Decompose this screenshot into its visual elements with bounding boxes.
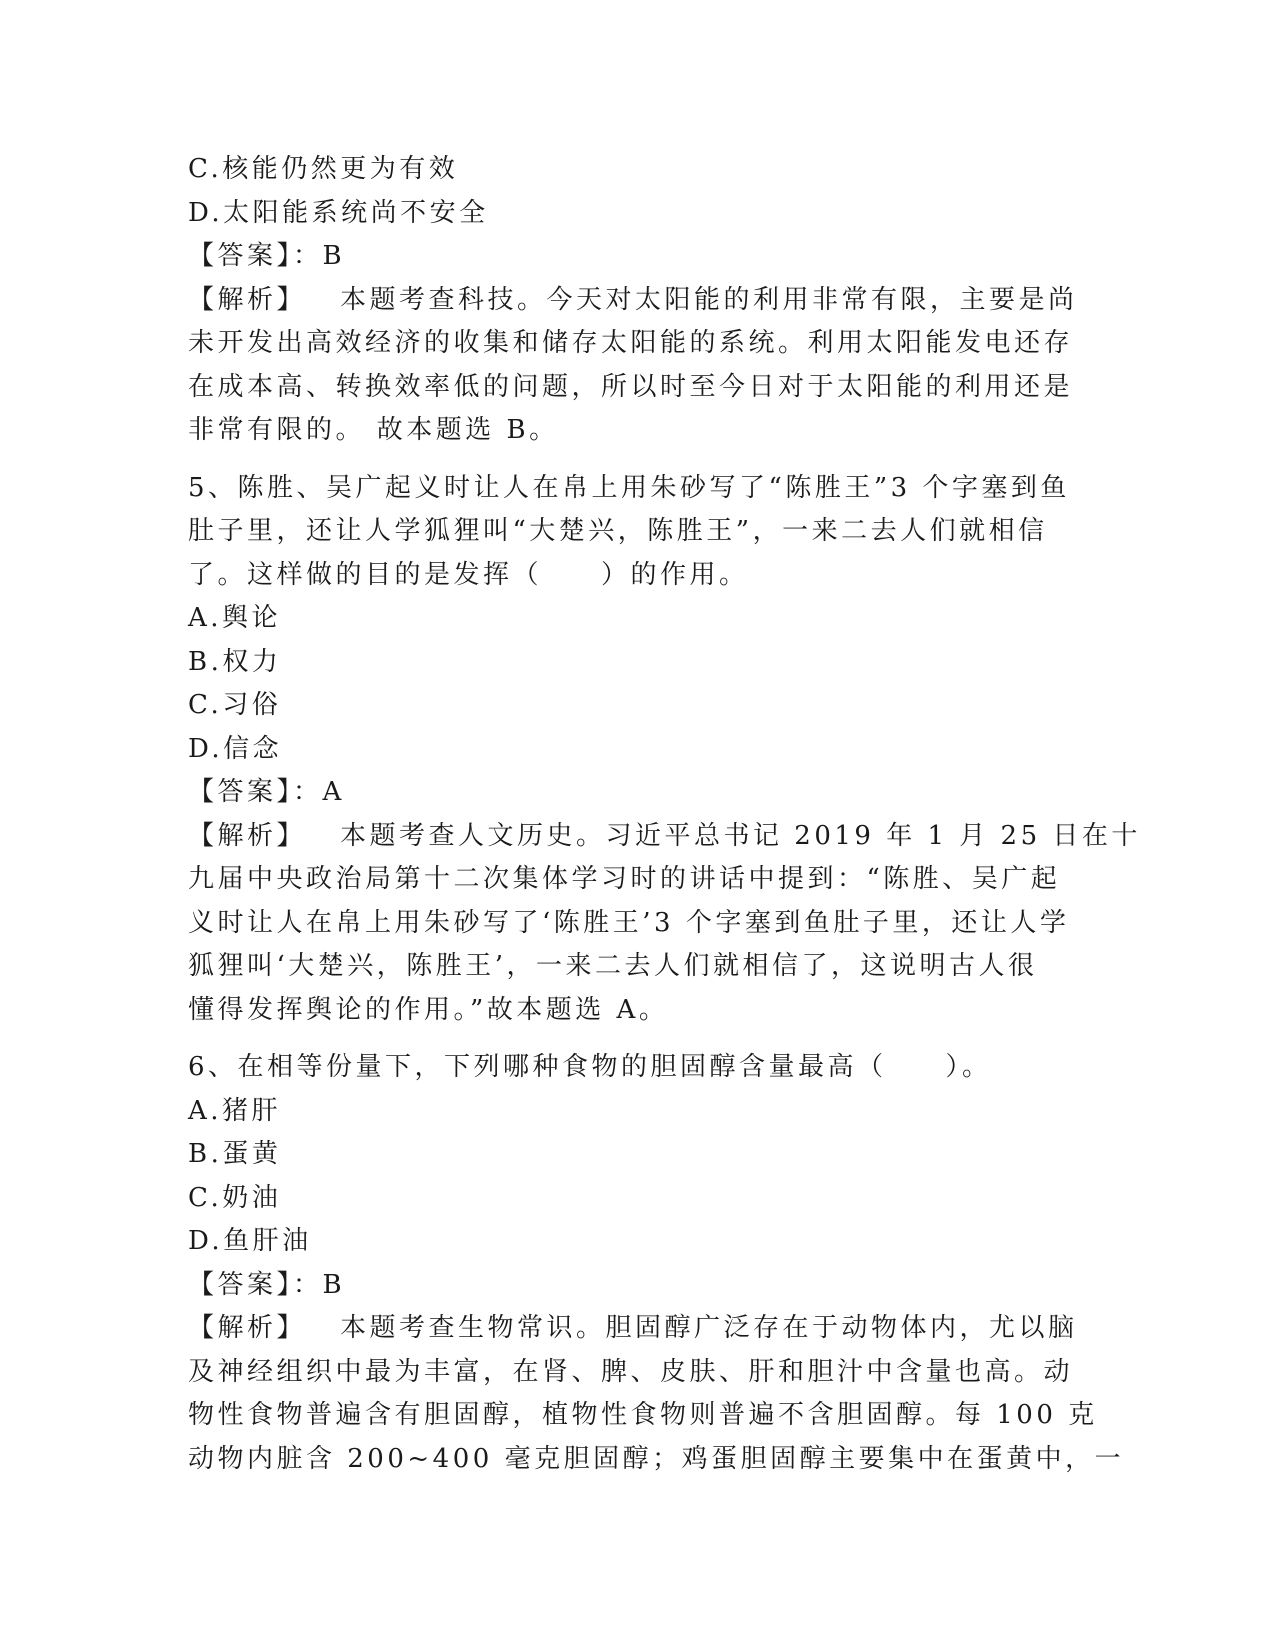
option-d: D.信念: [188, 733, 283, 764]
analysis-line-1: [188, 815, 1141, 859]
answer-line: 【答案】：B: [188, 241, 346, 271]
answer-line: 【答案】：A: [188, 777, 345, 807]
analysis-line-1: [188, 1307, 1088, 1351]
analysis-line-2: 及神经组织中最为丰富，在肾、脾、皮肤、肝和胆汁中含量也高。动: [188, 1356, 1074, 1387]
analysis-line-5: 懂得发挥舆论的作用。”故本题选 A。: [188, 994, 669, 1025]
analysis-line-3: 物性食物普遍含有胆固醇，植物性食物则普遍不含胆固醇。每 100 克: [188, 1400, 1098, 1430]
analysis-line-3: 义时让人在帛上用朱砂写了‘陈胜王’3 个字塞到鱼肚子里，还让人学: [188, 907, 1070, 938]
analysis-line-2: 未开发出高效经济的收集和储存太阳能的系统。利用太阳能发电还存: [188, 328, 1074, 358]
analysis-line-4: 动物内脏含 200~400 毫克胆固醇；鸡蛋胆固醇主要集中在蛋黄中，一: [188, 1443, 1125, 1474]
question-6: [188, 1046, 1125, 1481]
question-stem-line-3: 了。这样做的目的是发挥（ ）的作用。: [188, 559, 749, 590]
analysis-label: 【解析】: [188, 1313, 307, 1343]
analysis-line-1: [188, 279, 1088, 323]
option-d: D.鱼肝油: [188, 1226, 312, 1256]
analysis-line-4: 非常有限的。 故本题选 B。: [188, 415, 559, 445]
question-stem-line-2: 肚子里，还让人学狐狸叫“大楚兴，陈胜王”，一来二去人们就相信: [188, 516, 1048, 546]
question-gap: [188, 1032, 1088, 1046]
option-c: C.习俗: [188, 690, 282, 720]
analysis-line-4: 狐狸叫‘大楚兴，陈胜王’，一来二去人们就相信了，这说明古人很: [188, 951, 1038, 981]
question-stem-line-1: 5、陈胜、吴广起义时让人在帛上用朱砂写了“陈胜王”3 个字塞到鱼: [188, 472, 1070, 503]
analysis-text: 本题考查生物常识。胆固醇广泛存在于动物体内，尤以脑: [340, 1313, 1078, 1343]
question-4-tail: [188, 148, 1088, 453]
analysis-label: 【解析】: [188, 284, 307, 315]
option-c: C.奶油: [188, 1182, 282, 1213]
option-a: A.猪肝: [188, 1095, 282, 1126]
option-a: A.舆论: [188, 603, 282, 633]
document-page: [188, 148, 1141, 1481]
answer-line: 【答案】：B: [188, 1269, 346, 1300]
analysis-line-3: 在成本高、转换效率低的问题，所以时至今日对于太阳能的利用还是: [188, 371, 1074, 402]
question-gap: [188, 453, 1088, 467]
option-d: D.太阳能系统尚不安全: [188, 197, 489, 228]
analysis-text: 本题考查科技。今天对太阳能的利用非常有限，主要是尚: [340, 284, 1078, 315]
analysis-text: 本题考查人文历史。习近平总书记 2019 年 1 月 25 日在十: [340, 820, 1141, 851]
option-b: B.蛋黄: [188, 1139, 282, 1169]
analysis-line-2: 九届中央政治局第十二次集体学习时的讲话中提到：“陈胜、吴广起: [188, 864, 1061, 894]
question-5: [188, 467, 1141, 1033]
analysis-label: 【解析】: [188, 820, 307, 851]
question-stem-line-1: 6、在相等份量下，下列哪种食物的胆固醇含量最高（ ）。: [188, 1052, 992, 1082]
option-b: B.权力: [188, 646, 282, 677]
option-c: C.核能仍然更为有效: [188, 154, 459, 184]
